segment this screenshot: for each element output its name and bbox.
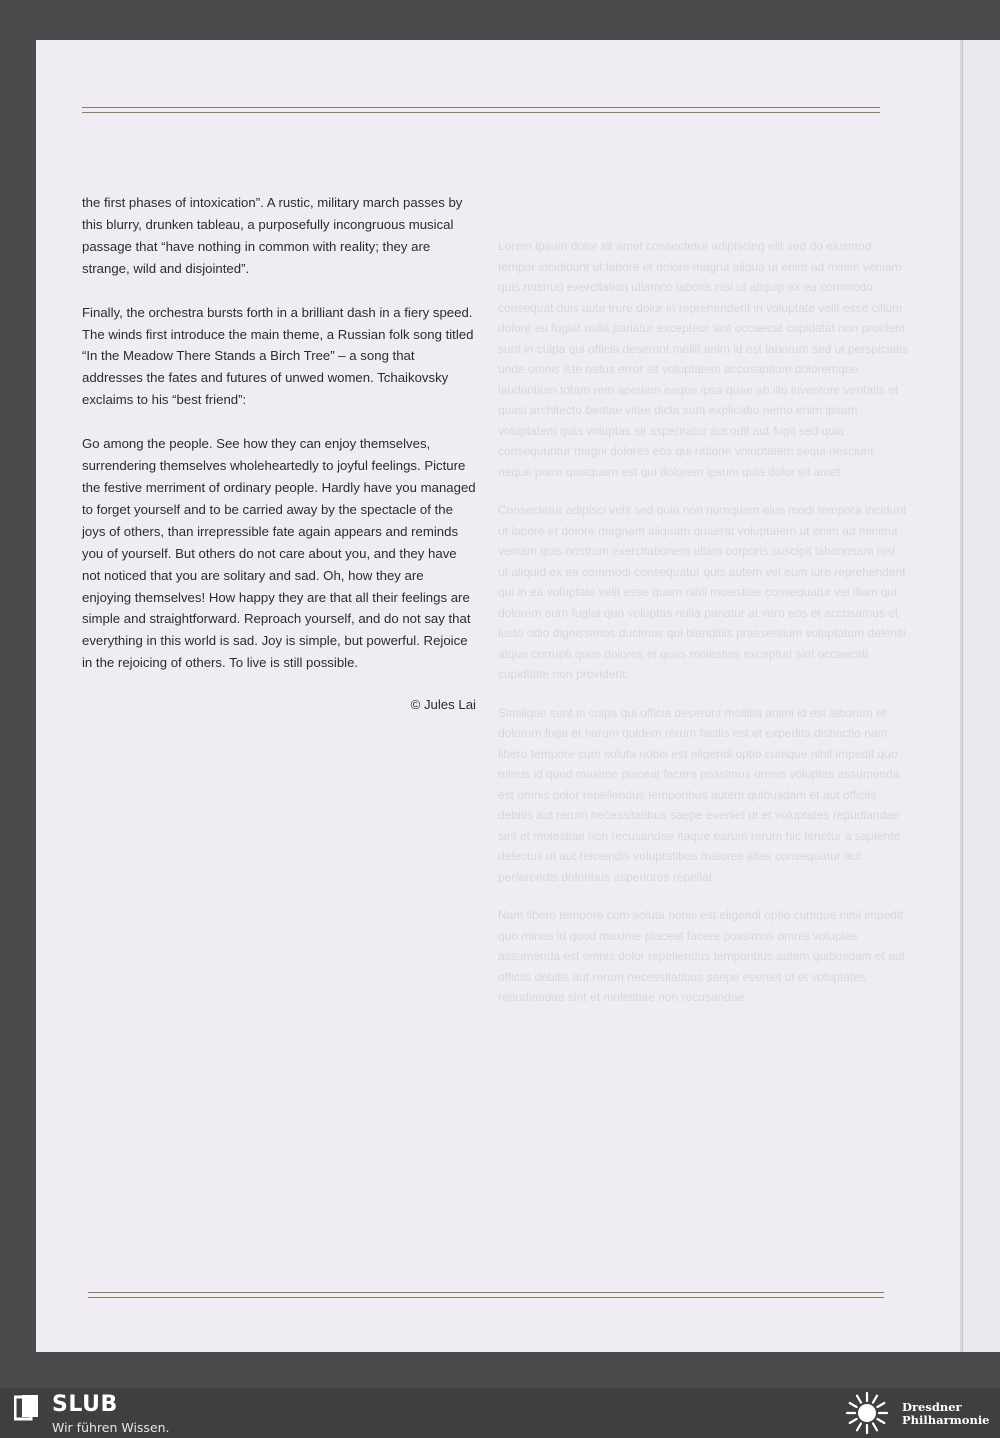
philharmonie-line1: Dresdner	[902, 1400, 962, 1414]
document-page	[36, 40, 962, 1352]
philharmonie-sunburst-icon[interactable]	[840, 1391, 894, 1435]
author-credit: © Jules Lai	[410, 697, 476, 713]
philharmonie-logo-text[interactable]	[902, 1401, 990, 1427]
adjacent-page-edge	[962, 40, 1000, 1352]
article-text-column	[82, 192, 476, 716]
top-double-rule	[82, 107, 880, 113]
viewer-footer	[0, 1388, 1000, 1438]
bottom-double-rule	[88, 1292, 884, 1298]
paragraph-intoxication: the first phases of intoxication”. A rustic, military march passes by this blurry, drunken tableau, a purposefully incongruous musical passage that “have nothing in common with reality; they are strange, wild and disjointed”.	[82, 195, 463, 276]
show-through-text: Lorem ipsum dolor sit amet consectetur adipiscing elit sed do eiusmod tempor incididunt ut labore et dolore magna aliqua ut enim ad minim veniam quis nostrud exercitation ullamco laboris nisi ut aliquip ex ea commodo consequat duis aute irure dolor in reprehenderit in voluptate velit esse cillum dolore eu fugiat nulla pariatur excepteur sint occaecat cupidatat non proident sunt in culpa qui officia deserunt mollit anim id est laborum sed ut perspiciatis unde omnis iste natus error sit voluptatem accusantium doloremque laudantium totam rem aperiam eaque ipsa quae ab illo inventore veritatis et quasi architecto beatae vitae dicta sunt explicabo nemo enim ipsam voluptatem quia voluptas sit aspernatur aut odit aut fugit sed quia consequuntur magni dolores eos qui ratione voluptatem sequi nesciunt neque porro quisquam est qui dolorem ipsum quia dolor sit amet. Consectetur adipisci velit sed quia non numquam eius modi tempora incidunt ut labore et dolore magnam aliquam quaerat voluptatem ut enim ad minima veniam quis nostrum exercitationem ullam corporis suscipit laboriosam nisi ut aliquid ex ea commodi consequatur quis autem vel eum iure reprehenderit qui in ea voluptate velit esse quam nihil molestiae consequatur vel illum qui dolorem eum fugiat quo voluptas nulla pariatur at vero eos et accusamus et iusto odio dignissimos ducimus qui blanditiis praesentium voluptatum deleniti atque corrupti quos dolores et quas molestias excepturi sint occaecati cupiditate non provident. Similique sunt in culpa qui officia deserunt mollitia animi id est laborum et dolorum fuga et harum quidem rerum facilis est et expedita distinctio nam libero tempore cum soluta nobis est eligendi optio cumque nihil impedit quo minus id quod maxime placeat facere possimus omnis voluptas assumenda est omnis dolor repellendus temporibus autem quibusdam et aut officiis debitis aut rerum necessitatibus saepe eveniet ut et voluptates repudiandae sint et molestiae non recusandae itaque earum rerum hic tenetur a sapiente delectus ut aut reiciendis voluptatibus maiores alias consequatur aut perferendis doloribus asperiores repellat. Nam libero tempore cum soluta nobis est eligendi optio cumque nihil impedit quo minus id quod maxime placeat facere possimus omnis voluptas assumenda est omnis dolor repellendus temporibus autem quibusdam et aut officiis debitis aut rerum necessitatibus saepe eveniet ut et voluptates repudiandae sint et molestiae non recusandae.	[498, 239, 908, 1004]
philharmonie-line2: Philharmonie	[902, 1413, 990, 1427]
slub-tagline: Wir führen Wissen.	[52, 1420, 170, 1435]
slub-book-icon[interactable]	[14, 1394, 40, 1422]
paragraph-finale: Finally, the orchestra bursts forth in a brilliant dash in a fiery speed. The winds first introduce the main theme, a Russian folk song titled “In the Meadow There Stands a Birch Tree” – a song that addresses the fates and futures of unwed women. Tchaikovsky exclaims to his “best friend”:	[82, 304, 474, 408]
paragraph-quote: Go among the people. See how they can enjoy themselves, surrendering themselves wholeheartedly to joyful feelings. Picture the festive merriment of ordinary people. Hardly have you managed to forget yourself and to be carried away by the spectacle of the joys of others, than irrepressible fate again appears and reminds you of yourself. But others do not care about you, and they have not noticed that you are solitary and sad. Oh, how they are enjoying themselves! How happy they are that all their feelings are simple and straightforward. Reproach yourself, and do not say that everything in this world is sad. Joy is simple, but powerful. Rejoice in the rejoicing of others. To live is still possible.	[82, 436, 476, 671]
slub-logo-text[interactable]: SLUB	[52, 1392, 118, 1417]
